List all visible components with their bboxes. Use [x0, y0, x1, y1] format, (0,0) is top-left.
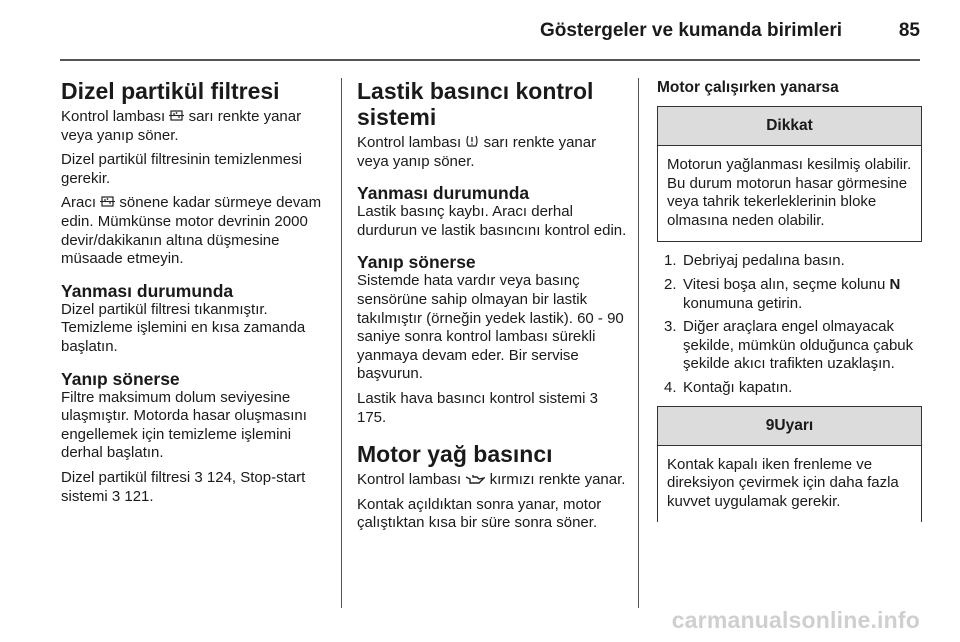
column-engine-running	[657, 78, 922, 532]
warning-text: Kontak kapalı iken frenleme ve direksiyon çevirmek için daha fazla kuvvet uygulamak gerekir.	[667, 455, 899, 510]
section-heading-dpf: Dizel partikül filtresi	[61, 78, 280, 104]
section-heading-tpms: Lastik basıncı kontrol sistemi	[357, 78, 594, 130]
paragraph: Kontrol lambası sarı renkte yanar veya yanıp söner.	[357, 134, 597, 170]
page-header	[0, 0, 960, 58]
section-heading-engine-running: Motor çalışırken yanarsa	[657, 79, 839, 96]
paragraph: Dizel partikül filtresi 3 124, Stop-start sistemi 3 121.	[61, 468, 306, 505]
paragraph: Kontrol lambası sarı renkte yanar veya yanıp söner.	[61, 108, 302, 144]
list-item: 2. Vitesi boşa alın, seçme kolunu N konumuna getirin.	[664, 275, 901, 312]
page-number: 85	[898, 20, 920, 41]
warning-triangle-icon: 9	[765, 416, 775, 434]
header-rule	[60, 59, 920, 61]
page-reference-icon[interactable]: 3	[589, 389, 598, 407]
page-reference-icon[interactable]: 3	[111, 487, 121, 505]
caution-box	[657, 106, 922, 242]
caution-title: Dikkat	[658, 107, 921, 146]
caution-text: Motorun yağlanması kesilmiş olabilir. Bu durum motorun hasar görmesine veya tahrik tekerleklerinin bloke olmasına neden olabilir.	[667, 156, 912, 229]
page-reference-icon[interactable]: 3	[194, 468, 203, 486]
list-item: 3. Diğer araçlara engel olmayacak şekilde, mümkün olduğunca çabuk şekilde akıcı trafikten uzaklaşın.	[664, 318, 914, 373]
paragraph: Lastik basınç kaybı. Aracı derhal durdurun ve lastik basıncını kontrol edin.	[357, 203, 627, 239]
paragraph: Filtre maksimum dolum seviyesine ulaşmıştır. Motorda hasar oluşmasını engellemek için temizleme işlemini derhal başlatın.	[61, 388, 307, 462]
paragraph: Dizel partikül filtresi tıkanmıştır. Temizleme işlemini en kısa zamanda başlatın.	[61, 300, 306, 355]
section-heading-oil: Motor yağ basıncı	[357, 441, 553, 468]
subheading: Yanıp sönerse	[357, 252, 476, 273]
column-tpms	[357, 78, 627, 539]
paragraph: Sistemde hata vardır veya basınç sensörüne sahip olmayan bir lastik takılmıştır (örneğin yedek lastik). 60 - 90 saniye sonra kontrol lambası sürekli yanmaya devam eder. Bir servise başvurun.	[357, 272, 624, 383]
dpf-warning-icon	[100, 195, 115, 211]
page-title: Göstergeler ve kumanda birimleri	[539, 20, 842, 41]
subheading: Yanması durumunda	[357, 183, 530, 204]
paragraph: Aracı sönene kadar sürmeye devam edin. Mümkünse motor devrinin 2000 devir/dakikanın altına düşmesine müsaade etmeyin.	[61, 194, 322, 268]
subheading: Yanıp sönerse	[61, 368, 180, 389]
paragraph: Kontak açıldıktan sonra yanar, motor çalıştıktan kısa bir süre sonra söner.	[357, 495, 602, 532]
paragraph: Kontrol lambası kırmızı renkte yanar.	[357, 471, 626, 489]
warning-box	[657, 406, 922, 523]
watermark: carmanualsonline.info	[671, 607, 920, 633]
warning-title: 9Uyarı	[658, 407, 921, 446]
list-item: 4. Kontağı kapatın.	[664, 378, 793, 396]
steps-list	[657, 252, 922, 397]
paragraph: Dizel partikül filtresinin temizlenmesi gerekir.	[61, 151, 302, 187]
paragraph: Lastik hava basıncı kontrol sistemi 3 175.	[357, 389, 598, 426]
oil-can-icon	[465, 473, 485, 488]
tire-pressure-icon	[465, 134, 479, 151]
column-dpf	[61, 78, 329, 512]
list-item: 1. Debriyaj pedalına basın.	[664, 252, 845, 270]
dpf-warning-icon	[169, 109, 184, 125]
column-divider	[638, 78, 639, 608]
subheading: Yanması durumunda	[61, 280, 234, 301]
column-divider	[341, 78, 342, 608]
